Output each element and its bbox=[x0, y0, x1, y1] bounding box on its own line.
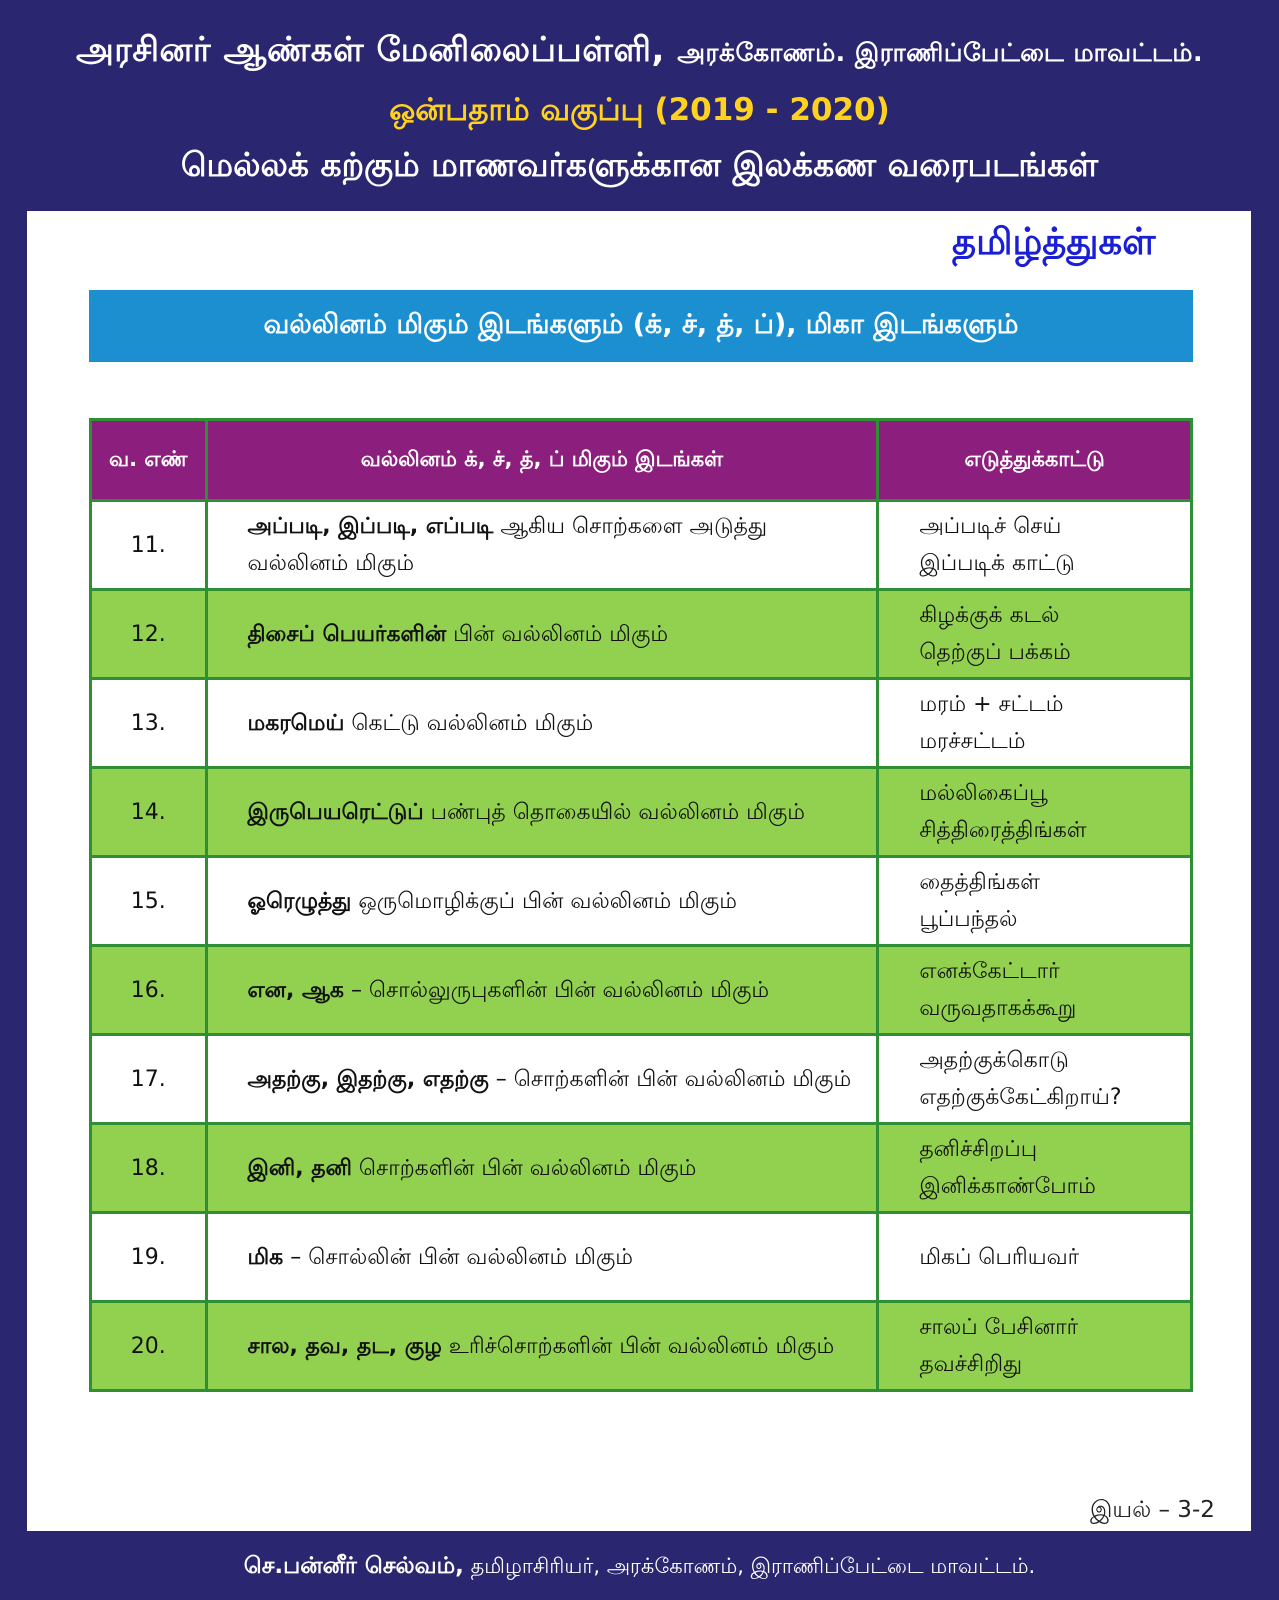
table-row bbox=[91, 1213, 1192, 1302]
rule-keyword: இனி, தனி bbox=[247, 1155, 352, 1181]
rule-keyword: ஓரெழுத்து bbox=[247, 888, 352, 914]
example-cell bbox=[878, 1035, 1192, 1124]
rule-keyword: திசைப் பெயர்களின் bbox=[247, 621, 447, 647]
school-place: அரக்கோணம். இராணிப்பேட்டை மாவட்டம். bbox=[677, 38, 1203, 67]
class-year: ஒன்பதாம் வகுப்பு (2019 - 2020) bbox=[389, 92, 890, 128]
example-line-1: மல்லிகைப்பூ bbox=[919, 781, 1048, 806]
col-header-rule: வல்லினம் க், ச், த், ப் மிகும் இடங்கள் bbox=[206, 420, 878, 501]
example-line-1: மிகப் பெரியவர் bbox=[919, 1244, 1080, 1270]
example-line-1: அதற்குக்கொடு bbox=[919, 1048, 1069, 1073]
rule-text: ஆகிய சொற்களை அடுத்து வல்லினம் மிகும் bbox=[247, 514, 768, 576]
row-number: 20. bbox=[91, 1302, 207, 1391]
example-line-2: பூப்பந்தல் bbox=[919, 907, 1018, 932]
page-label: இயல் – 3-2 bbox=[1090, 1497, 1215, 1523]
example-line-1: கிழக்குக் கடல் bbox=[919, 603, 1060, 628]
rule-text: பண்புத் தொகையில் வல்லினம் மிகும் bbox=[430, 799, 805, 825]
school-title bbox=[0, 30, 1279, 74]
example-cell bbox=[878, 501, 1192, 590]
rule-cell bbox=[206, 1302, 878, 1391]
example-cell bbox=[878, 590, 1192, 679]
example-line-2: தவச்சிறிது bbox=[919, 1352, 1023, 1377]
rule-cell bbox=[206, 1035, 878, 1124]
rule-cell bbox=[206, 1213, 878, 1302]
rule-cell bbox=[206, 679, 878, 768]
example-cell bbox=[878, 1213, 1192, 1302]
table-row bbox=[91, 501, 1192, 590]
footer-details: தமிழாசிரியர், அரக்கோணம், இராணிப்பேட்டை மாவட்டம். bbox=[470, 1554, 1036, 1578]
topic-banner: வல்லினம் மிகும் இடங்களும் (க், ச், த், ப்), மிகா இடங்களும் bbox=[89, 290, 1193, 362]
rule-keyword: அதற்கு, இதற்கு, எதற்கு bbox=[247, 1066, 489, 1092]
row-number: 12. bbox=[91, 590, 207, 679]
rule-text: உரிச்சொற்களின் பின் வல்லினம் மிகும் bbox=[448, 1333, 835, 1359]
col-header-number: வ. எண் bbox=[91, 420, 207, 501]
rule-text: – சொல்லுருபுகளின் பின் வல்லினம் மிகும் bbox=[350, 977, 770, 1003]
example-line-2: தெற்குப் பக்கம் bbox=[919, 640, 1071, 665]
table-row bbox=[91, 857, 1192, 946]
rule-text: – சொற்களின் பின் வல்லினம் மிகும் bbox=[495, 1066, 852, 1092]
school-name: அரசினர் ஆண்கள் மேனிலைப்பள்ளி, bbox=[75, 30, 665, 70]
rule-keyword: மிக bbox=[247, 1244, 284, 1270]
table-row bbox=[91, 1124, 1192, 1213]
example-line-1: அப்படிச் செய் bbox=[919, 514, 1062, 539]
rule-keyword: இருபெயரெட்டுப் bbox=[247, 799, 424, 825]
example-line-2: இப்படிக் காட்டு bbox=[919, 551, 1075, 576]
table-row bbox=[91, 946, 1192, 1035]
rule-keyword: என, ஆக bbox=[247, 977, 344, 1003]
rule-keyword: அப்படி, இப்படி, எப்படி bbox=[247, 514, 494, 539]
row-number: 13. bbox=[91, 679, 207, 768]
row-number: 17. bbox=[91, 1035, 207, 1124]
rule-cell bbox=[206, 501, 878, 590]
rule-text: பின் வல்லினம் மிகும் bbox=[453, 621, 669, 647]
footer bbox=[0, 1535, 1279, 1600]
rule-cell bbox=[206, 1124, 878, 1213]
table-row bbox=[91, 1302, 1192, 1391]
example-line-2: எதற்குக்கேட்கிறாய்? bbox=[919, 1085, 1122, 1110]
table-row bbox=[91, 590, 1192, 679]
example-cell bbox=[878, 1124, 1192, 1213]
brand-label: தமிழ்த்துகள் bbox=[952, 220, 1156, 263]
row-number: 19. bbox=[91, 1213, 207, 1302]
example-line-2: இனிக்காண்போம் bbox=[919, 1174, 1096, 1199]
example-line-1: எனக்கேட்டார் bbox=[919, 959, 1060, 984]
subtitle: மெல்லக் கற்கும் மாணவர்களுக்கான இலக்கண வரைபடங்கள் bbox=[180, 145, 1099, 184]
table-row bbox=[91, 679, 1192, 768]
rule-text: ஒருமொழிக்குப் பின் வல்லினம் மிகும் bbox=[358, 888, 737, 914]
example-line-1: தைத்திங்கள் bbox=[919, 870, 1041, 895]
row-number: 18. bbox=[91, 1124, 207, 1213]
col-header-example: எடுத்துக்காட்டு bbox=[878, 420, 1192, 501]
rule-text: – சொல்லின் பின் வல்லினம் மிகும் bbox=[290, 1244, 633, 1270]
table-header-row bbox=[91, 420, 1192, 501]
rule-text: கெட்டு வல்லினம் மிகும் bbox=[351, 710, 594, 736]
example-line-2: சித்திரைத்திங்கள் bbox=[919, 818, 1087, 843]
row-number: 16. bbox=[91, 946, 207, 1035]
table-row bbox=[91, 1035, 1192, 1124]
rule-keyword: மகரமெய் bbox=[247, 710, 345, 736]
rules-table bbox=[89, 418, 1193, 1392]
rule-text: சொற்களின் பின் வல்லினம் மிகும் bbox=[358, 1155, 697, 1181]
example-cell bbox=[878, 679, 1192, 768]
example-line-1: தனிச்சிறப்பு bbox=[919, 1137, 1038, 1162]
example-line-1: மரம் + சட்டம் bbox=[919, 692, 1064, 717]
rule-cell bbox=[206, 768, 878, 857]
example-cell bbox=[878, 768, 1192, 857]
table-row bbox=[91, 768, 1192, 857]
example-line-2: மரச்சட்டம் bbox=[919, 729, 1026, 754]
example-line-2: வருவதாகக்கூறு bbox=[919, 996, 1077, 1021]
rule-cell bbox=[206, 857, 878, 946]
row-number: 11. bbox=[91, 501, 207, 590]
rule-keyword: சால, தவ, தட, குழ bbox=[247, 1333, 442, 1359]
row-number: 15. bbox=[91, 857, 207, 946]
rule-cell bbox=[206, 590, 878, 679]
row-number: 14. bbox=[91, 768, 207, 857]
header bbox=[0, 0, 1279, 210]
example-cell bbox=[878, 946, 1192, 1035]
footer-author: செ.பன்னீர் செல்வம், bbox=[243, 1553, 464, 1579]
example-cell bbox=[878, 1302, 1192, 1391]
rule-cell bbox=[206, 946, 878, 1035]
example-line-1: சாலப் பேசினார் bbox=[919, 1315, 1079, 1340]
example-cell bbox=[878, 857, 1192, 946]
